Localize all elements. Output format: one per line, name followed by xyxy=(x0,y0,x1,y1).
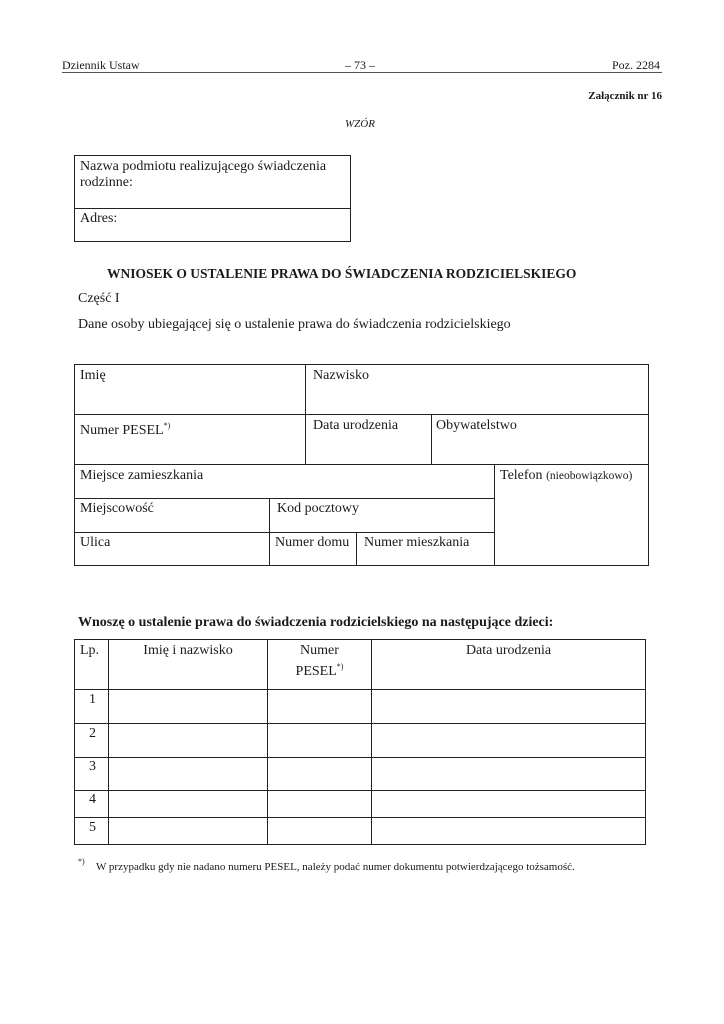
phone-label: Telefon xyxy=(500,468,543,483)
locality-field[interactable] xyxy=(75,499,269,532)
pesel-footnote-mark: *) xyxy=(163,421,171,430)
office-address-label: Adres: xyxy=(80,211,118,226)
row-number: 2 xyxy=(89,726,96,741)
row-number: 5 xyxy=(89,820,96,835)
residence-section xyxy=(75,466,494,498)
children-row-divider xyxy=(75,790,645,791)
footnote-mark: *) xyxy=(78,857,85,866)
last-name-field[interactable] xyxy=(308,366,648,414)
first-name-label: Imię xyxy=(80,368,106,383)
col-header-birth-date: Data urodzenia xyxy=(465,643,552,658)
col-header-lp: Lp. xyxy=(80,643,100,658)
last-name-label: Nazwisko xyxy=(313,368,369,383)
applicant-col-divider xyxy=(305,365,306,465)
col-header-pesel-line1: Numer xyxy=(300,643,339,658)
children-row-divider xyxy=(75,689,645,690)
attachment-label: Załącznik nr 16 xyxy=(588,90,662,102)
office-name-label: Nazwa podmiotu realizującego świadczenia rodzinne: xyxy=(80,159,327,190)
children-col-divider xyxy=(108,640,109,844)
flat-number-label: Numer mieszkania xyxy=(364,535,470,550)
residence-label: Miejsce zamieszkania xyxy=(80,468,204,483)
birth-date-field[interactable] xyxy=(308,416,431,464)
row-number: 4 xyxy=(89,792,96,807)
footnote-text: W przypadku gdy nie nadano numeru PESEL, należy podać numer dokumentu potwierdzającego tożsamość. xyxy=(96,861,575,873)
children-table xyxy=(74,639,646,845)
row-number: 3 xyxy=(89,759,96,774)
applicant-col-divider xyxy=(269,499,270,566)
street-label: Ulica xyxy=(80,535,111,550)
applicant-table xyxy=(74,364,649,566)
form-title: WNIOSEK O USTALENIE PRAWA DO ŚWIADCZENIA RODZICIELSKIEGO xyxy=(107,266,577,281)
applicant-row-divider xyxy=(75,414,648,415)
part-description: Dane osoby ubiegającej się o ustalenie prawa do świadczenia rodzicielskiego xyxy=(78,317,511,332)
applicant-col-divider xyxy=(356,533,357,566)
col-header-pesel xyxy=(268,641,371,682)
position-number: Poz. 2284 xyxy=(612,58,660,72)
phone-field[interactable] xyxy=(495,466,648,566)
house-number-label: Numer domu xyxy=(275,535,350,550)
citizenship-field[interactable] xyxy=(431,416,648,464)
header-rule xyxy=(62,72,662,73)
citizenship-label: Obywatelstwo xyxy=(436,418,517,433)
applicant-row-divider xyxy=(75,464,648,465)
birth-date-label: Data urodzenia xyxy=(313,418,399,433)
children-row-divider xyxy=(75,817,645,818)
row-number: 1 xyxy=(89,692,96,707)
col-header-pesel-mark: *) xyxy=(336,662,344,671)
children-row-divider xyxy=(75,723,645,724)
col-header-name: Imię i nazwisko xyxy=(143,643,233,658)
postal-code-field[interactable] xyxy=(272,499,494,532)
postal-code-label: Kod pocztowy xyxy=(277,501,360,516)
children-col-divider xyxy=(371,640,372,844)
part-label: Część I xyxy=(78,291,120,306)
locality-label: Miejscowość xyxy=(80,501,154,516)
pesel-label: Numer PESEL xyxy=(80,423,164,438)
house-number-field[interactable] xyxy=(272,533,356,566)
pesel-field[interactable] xyxy=(75,416,305,464)
col-header-pesel-line2: PESEL xyxy=(295,664,337,679)
office-box xyxy=(74,155,351,242)
journal-name: Dziennik Ustaw xyxy=(62,58,140,72)
street-field[interactable] xyxy=(75,533,269,566)
children-heading: Wnoszę o ustalenie prawa do świadczenia rodzicielskiego na następujące dzieci: xyxy=(78,615,554,630)
phone-note: (nieobowiązkowo) xyxy=(546,470,633,482)
first-name-field[interactable] xyxy=(75,366,305,414)
children-row-divider xyxy=(75,757,645,758)
template-label: WZÓR xyxy=(345,118,375,130)
flat-number-field[interactable] xyxy=(359,533,494,566)
page-number: – 73 – xyxy=(345,58,375,72)
